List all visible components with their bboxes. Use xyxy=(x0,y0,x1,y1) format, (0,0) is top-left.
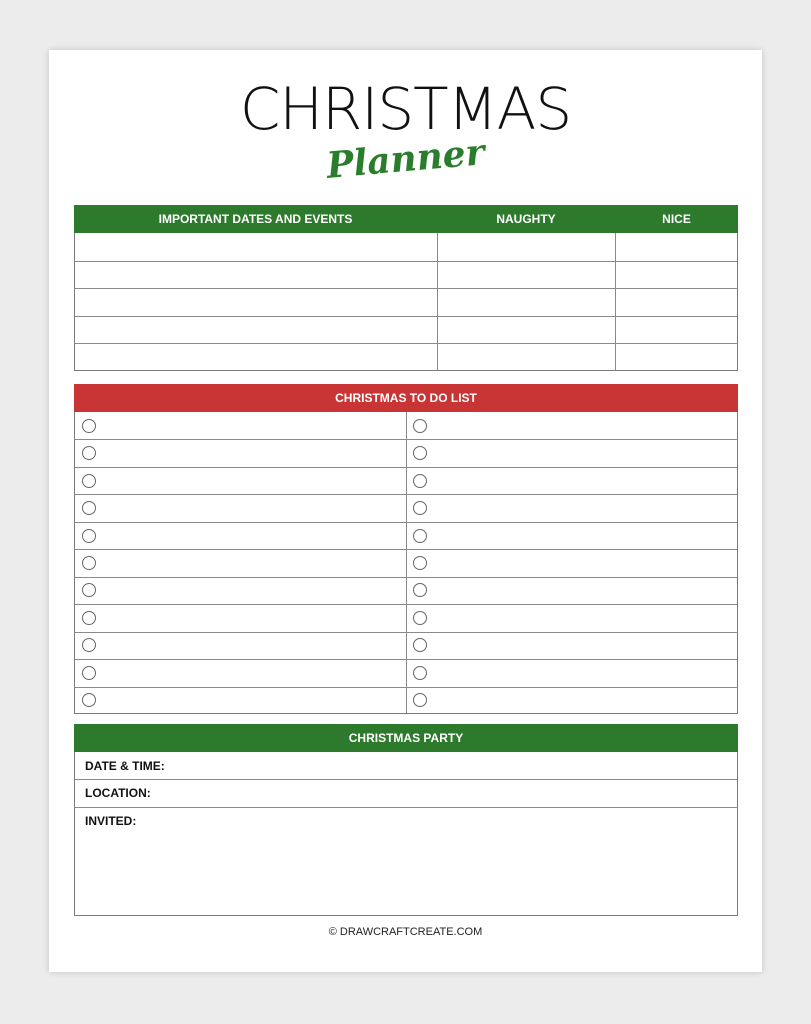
dates-column-divider xyxy=(437,233,438,371)
party-divider xyxy=(74,779,738,780)
todo-checkbox[interactable] xyxy=(413,419,427,433)
todo-checkbox[interactable] xyxy=(82,666,96,680)
todo-checkbox[interactable] xyxy=(82,419,96,433)
todo-checkbox[interactable] xyxy=(413,556,427,570)
party-location-label: LOCATION: xyxy=(85,786,151,800)
naughty-column-header: NAUGHTY xyxy=(496,212,556,226)
todo-checkbox[interactable] xyxy=(413,611,427,625)
dates-row-divider xyxy=(74,261,738,262)
todo-header: CHRISTMAS TO DO LIST xyxy=(74,384,738,412)
dates-row-divider xyxy=(74,288,738,289)
party-divider xyxy=(74,807,738,808)
todo-checkbox[interactable] xyxy=(82,611,96,625)
party-invited-label: INVITED: xyxy=(85,814,137,828)
dates-row-divider xyxy=(74,343,738,344)
todo-checkbox[interactable] xyxy=(82,529,96,543)
dates-column-divider xyxy=(615,233,616,371)
todo-checkbox[interactable] xyxy=(82,501,96,515)
party-table xyxy=(74,724,738,916)
party-header: CHRISTMAS PARTY xyxy=(74,724,738,752)
todo-checkbox[interactable] xyxy=(82,474,96,488)
todo-checkbox[interactable] xyxy=(413,529,427,543)
todo-column-divider xyxy=(406,412,407,714)
party-date-time-label: DATE & TIME: xyxy=(85,759,165,773)
nice-column-header: NICE xyxy=(662,212,691,226)
dates-column-header: IMPORTANT DATES AND EVENTS xyxy=(158,212,353,226)
todo-checkbox[interactable] xyxy=(413,501,427,515)
page-subtitle: Planner xyxy=(324,131,487,187)
todo-checkbox[interactable] xyxy=(413,474,427,488)
dates-row-divider xyxy=(74,316,738,317)
copyright-footer: © DRAWCRAFTCREATE.COM xyxy=(328,926,483,938)
page-title: CHRISTMAS xyxy=(239,75,572,143)
todo-checkbox[interactable] xyxy=(413,666,427,680)
todo-checkbox[interactable] xyxy=(82,556,96,570)
